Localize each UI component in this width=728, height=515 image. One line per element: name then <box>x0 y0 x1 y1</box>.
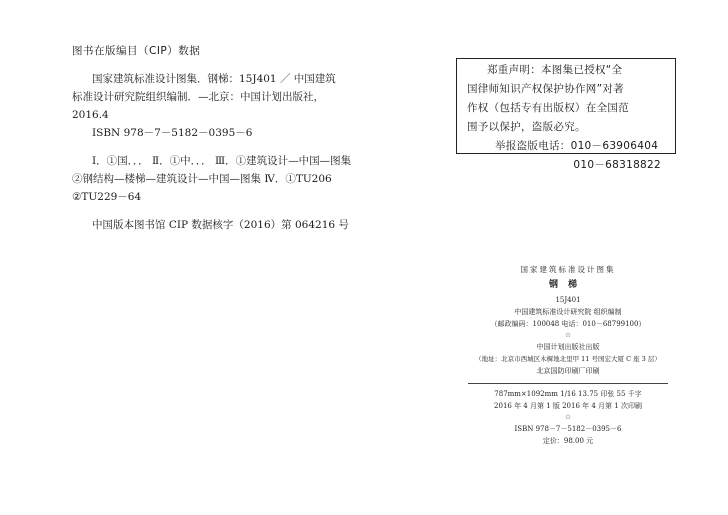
imprint-block <box>462 264 674 447</box>
book-title: 钢梯 <box>548 280 587 290</box>
cip-data-block <box>72 42 372 234</box>
cip-isbn: ISBN 978－7－5182－0395－6 <box>92 127 253 139</box>
imprint-isbn: ISBN 978－7－5182－0395－6 <box>514 425 622 433</box>
publisher: 中国计划出版社出版 <box>536 343 600 351</box>
notice-line-4: 围予以保护，盗版必究。 <box>467 121 586 133</box>
cip-class-3: ②TU229－64 <box>72 191 142 203</box>
cip-line-3: 2016.4 <box>72 109 109 121</box>
cip-title: 图书在版编目（CIP）数据 <box>72 45 201 57</box>
notice-line-1: 郑重声明：本图集已授权“全 <box>487 64 623 76</box>
notice-phone-2: 010－68318822 <box>573 159 661 171</box>
book-code: 15J401 <box>555 296 581 304</box>
cip-class-1: Ⅰ．①国．．． Ⅱ．①中．．． Ⅲ．①建筑设计—中国—图集 <box>92 155 352 167</box>
series-title: 国家建筑标准设计图集 <box>520 265 616 274</box>
format-spec: 787mm×1092mm 1/16 13.75 印张 55 千字 <box>494 390 642 398</box>
notice-line-3: 作权（包括专有出版权）在全国范 <box>467 102 629 114</box>
publisher-address: （地址：北京市西城区木樨地北里甲 11 号国宏大厦 C 座 3 层） <box>475 355 661 363</box>
anti-piracy-notice-box <box>456 58 676 171</box>
editing-contact: （邮政编码：100048 电话：010－68799100） <box>490 320 646 328</box>
notice-phone-1: 举报盗版电话：010－63906404 <box>495 140 659 152</box>
notice-line-2: 国律师知识产权保护协作网”对著 <box>467 83 624 95</box>
cip-line-2: 标准设计研究院组织编制．—北京：中国计划出版社， <box>72 91 324 103</box>
price: 定价：98.00 元 <box>542 437 594 445</box>
edition-info: 2016 年 4 月第 1 版 2016 年 4 月第 1 次印刷 <box>494 402 642 410</box>
editing-org: 中国建筑标准设计研究院 组织编制 <box>514 308 622 316</box>
cip-line-1: 国家建筑标准设计图集．钢梯：15J401 ／ 中国建筑 <box>92 73 336 85</box>
cip-check-number: 中国版本图书馆 CIP 数据核字（2016）第 064216 号 <box>92 219 349 231</box>
cip-class-2: ②钢结构—楼梯—建筑设计—中国—图集 Ⅳ．①TU206 <box>72 173 332 185</box>
imprint-divider-line <box>468 383 668 384</box>
star-divider-2: ☆ <box>564 413 572 421</box>
printer: 北京国防印刷厂印刷 <box>536 367 600 375</box>
star-divider: ☆ <box>564 331 572 339</box>
